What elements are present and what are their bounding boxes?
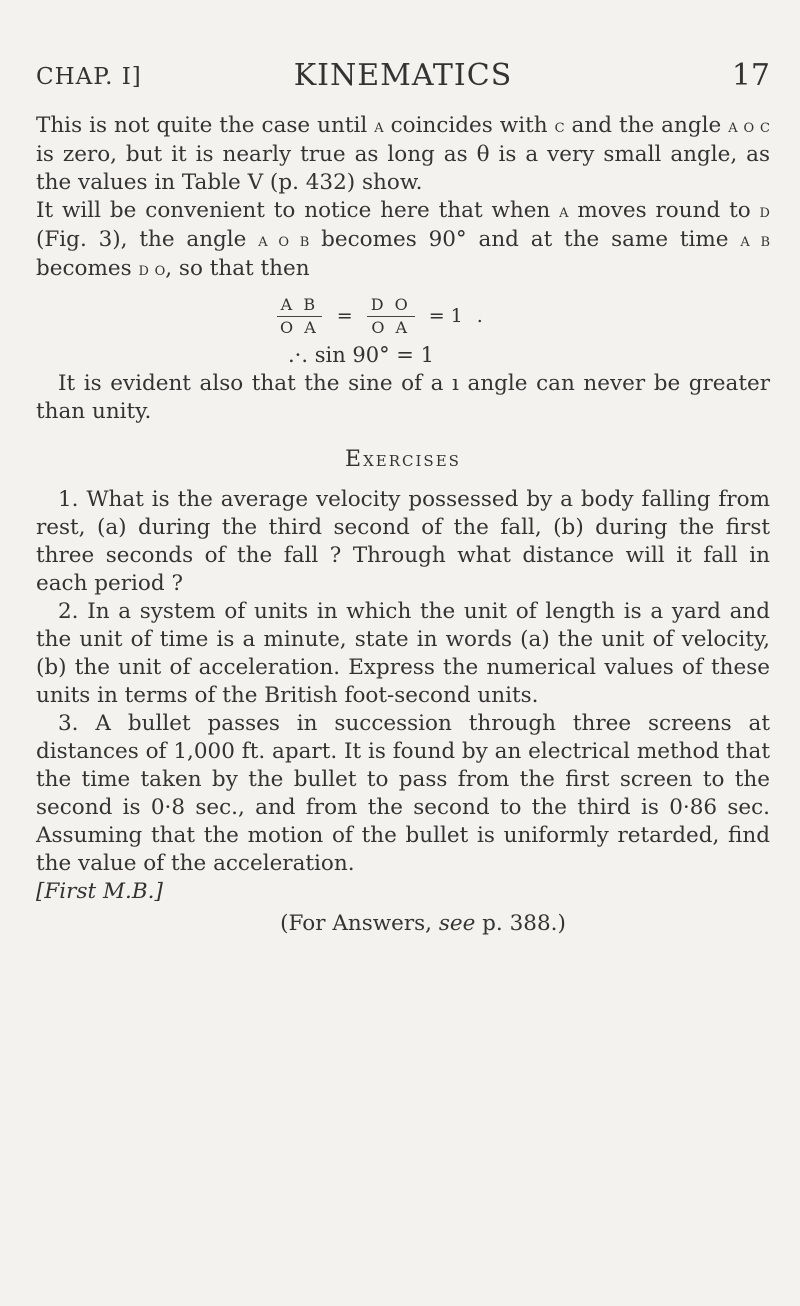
exercise-list bbox=[36, 486, 770, 906]
paragraph-2: It will be convenient to notice here that when a moves round to d (Fig. 3), the angle a o b becomes 90° and at the same time a b becomes d o, so that then bbox=[36, 198, 771, 281]
fraction-do-oa: $\frac{\text{D O}}{\text{O A}}$ bbox=[367, 294, 415, 339]
equals-sign: = bbox=[336, 305, 353, 327]
equals-one: = 1 bbox=[428, 305, 463, 327]
sine-equation: .·. sin 90° = 1 bbox=[288, 343, 434, 367]
page-body bbox=[36, 112, 770, 938]
exercise-2: 2. In a system of units in which the unit of length is a yard and the unit of time is a minute, state in words (a) the unit of velocity, (b) the unit of acceleration. Express the numerical values of these units in terms of the British foot-second units. bbox=[36, 599, 770, 708]
exercise-3: 3. A bullet passes in succession through three screens at distances of 1,000 ft. apart. It is found by an electrical method that the time taken by the bullet to pass from the first screen to the second is 0·8 sec., and from the second to the third is 0·86 sec. Assuming that the motion of the bullet is uniformly retarded, find the value of the acceleration. bbox=[36, 711, 770, 876]
fraction-ab-oa: $\frac{\text{A B}}{\text{O A}}$ bbox=[276, 294, 323, 339]
exercise-source: [First M.B.] bbox=[36, 879, 163, 904]
equation-period: . bbox=[476, 305, 483, 327]
chapter-label: CHAP. I] bbox=[36, 64, 142, 90]
page-number: 17 bbox=[731, 58, 770, 93]
answers-reference: (For Answers, see p. 388.) bbox=[280, 911, 566, 936]
paragraph-3: It is evident also that the sine of a ı angle can never be greater than unity. bbox=[36, 371, 770, 424]
fraction-equation bbox=[276, 292, 770, 340]
exercise-1: 1. What is the average velocity possessed by a body falling from rest, (a) during the third second of the fall, (b) during the first three seconds of the fall ? Through what distance will it fall in each period ? bbox=[36, 487, 770, 596]
equation-block bbox=[36, 292, 770, 366]
running-title: KINEMATICS bbox=[293, 58, 513, 93]
running-header bbox=[36, 58, 770, 98]
paragraph-1: This is not quite the case until a coincides with c and the angle a o c is zero, but it is nearly true as long as θ is a very small angle, as the values in Table V (p. 432) show. bbox=[36, 113, 770, 195]
exercises-heading: Exercises bbox=[345, 447, 461, 472]
